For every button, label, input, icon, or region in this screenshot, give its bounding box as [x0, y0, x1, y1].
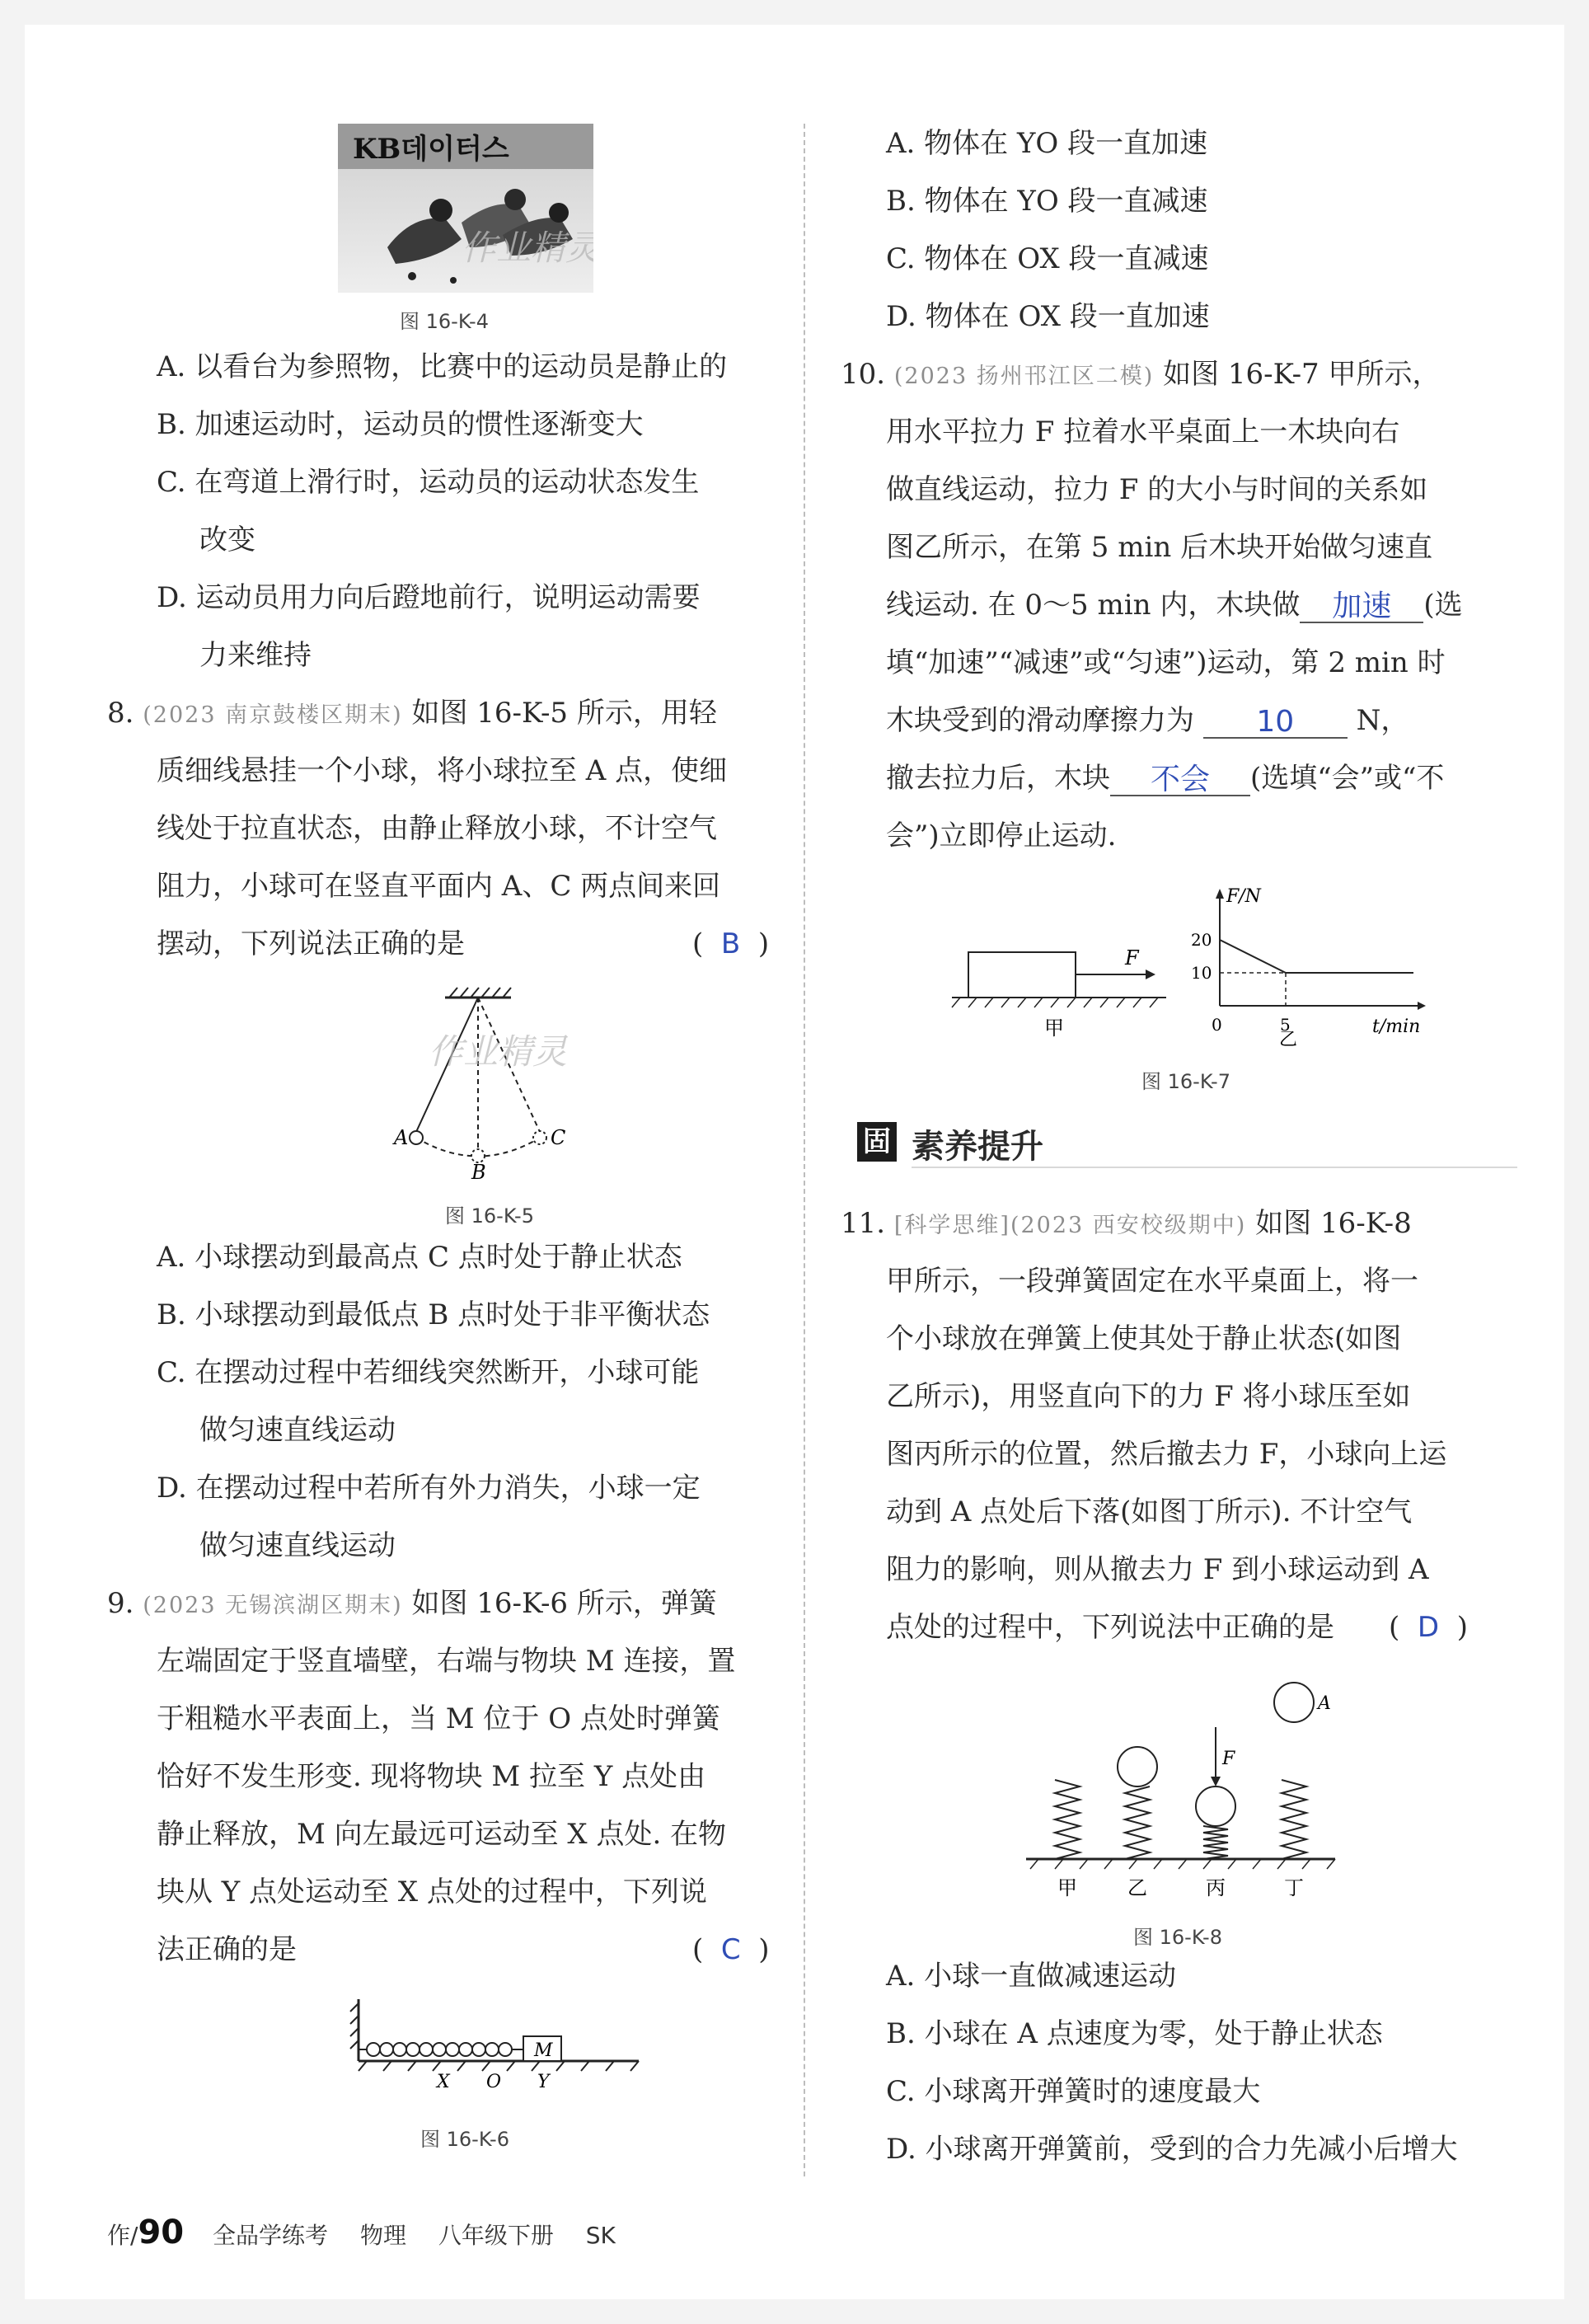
column-divider — [804, 124, 805, 2176]
q11-stem-line4: 乙所示)，用竖直向下的力 F 将小球压至如 — [886, 1380, 1411, 1413]
q9-answer: C — [720, 1933, 741, 1966]
q9-stem-line6: 块从 Y 点处运动至 X 点处的过程中，下列说 — [157, 1876, 707, 1908]
q9-stem-line3: 于粗糙水平表面上，当 M 位于 O 点处时弹簧 — [157, 1702, 720, 1735]
page-number: 90 — [138, 2214, 185, 2251]
q10-blank-1: 加速 — [1300, 589, 1423, 623]
page-footer — [107, 2214, 616, 2251]
q7-option-d: D. 运动员用力向后蹬地前行，说明运动需要 — [157, 581, 701, 614]
figure-16-k-8-caption: 图 16-K-8 — [1133, 1926, 1222, 1949]
q9-number: 9. — [107, 1587, 134, 1620]
figure-16-k-6-caption: 图 16-K-6 — [420, 2128, 509, 2151]
q10-blank-2: 10 — [1203, 704, 1348, 739]
footer-subject: 物理 — [359, 2222, 406, 2249]
section-header — [857, 1119, 1516, 1168]
q9-stem-line4: 恰好不发生形变. 现将物块 M 拉至 Y 点处由 — [157, 1760, 706, 1793]
q9-stem-line7: 法正确的是 — [157, 1933, 297, 1966]
q10-stem-line2: 用水平拉力 F 拉着水平桌面上一木块向右 — [886, 416, 1400, 448]
q8-option-d-cont: 做匀速直线运动 — [199, 1529, 396, 1562]
q11-stem-line3: 个小球放在弹簧上使其处于静止状态(如图 — [886, 1322, 1402, 1355]
figure-16-k-4-caption: 图 16-K-4 — [400, 310, 489, 333]
figure-16-k-8-springs — [1018, 1661, 1339, 1900]
label-o: O — [486, 2072, 502, 2092]
q11-option-d: D. 小球离开弹簧前，受到的合力先减小后增大 — [886, 2133, 1458, 2166]
q10-stem-line7: 木块受到的滑动摩擦力为 10 N， — [886, 704, 1409, 739]
q7-option-c: C. 在弯道上滑行时，运动员的运动状态发生 — [157, 466, 700, 499]
q8-number: 8. — [107, 697, 134, 730]
label-x: X — [437, 2072, 450, 2092]
q11-number: 11. — [841, 1207, 886, 1240]
q11-option-c: C. 小球离开弹簧时的速度最大 — [886, 2075, 1261, 2108]
q9-source: (2023 无锡滨湖区期末) — [143, 1593, 403, 1618]
q10-stem-line3: 做直线运动，拉力 F 的大小与时间的关系如 — [886, 473, 1428, 506]
q9-stem-line1: 9. (2023 无锡滨湖区期末) 如图 16-K-6 所示，弹簧 — [107, 1587, 717, 1620]
q11-option-b: B. 小球在 A 点速度为零，处于静止状态 — [886, 2017, 1383, 2050]
figure-16-k-7-graph — [1179, 882, 1426, 1047]
label-f: F — [1125, 946, 1139, 970]
q11-option-a: A. 小球一直做减速运动 — [886, 1960, 1177, 1993]
sub-label-bing: 丙 — [1206, 1876, 1226, 1899]
x-tick-0: 0 — [1212, 1015, 1222, 1035]
q7-option-a: A. 以看台为参照物，比赛中的运动员是静止的 — [157, 350, 728, 383]
q9-option-b: B. 物体在 YO 段一直减速 — [886, 185, 1208, 218]
q8-stem-line3: 线处于拉直状态，由静止释放小球，不计空气 — [157, 812, 717, 845]
q8-option-d: D. 在摆动过程中若所有外力消失，小球一定 — [157, 1472, 701, 1505]
q8-stem-line2: 质细线悬挂一个小球，将小球拉至 A 点，使细 — [157, 754, 728, 787]
footer-edition: SK — [585, 2222, 616, 2249]
label-f: F — [1222, 1749, 1235, 1769]
q10-stem-line8: 撤去拉力后，木块 不会 (选填“会”或“不 — [886, 762, 1445, 796]
sub-label-ding: 丁 — [1284, 1876, 1304, 1899]
figure-16-k-4-photo — [338, 124, 593, 293]
figure-16-k-5-pendulum — [387, 981, 602, 1179]
sub-label-jia: 甲 — [1044, 1016, 1064, 1039]
sub-label-yi: 乙 — [1127, 1876, 1147, 1899]
q7-option-d-cont: 力来维持 — [199, 639, 312, 672]
footer-zuo: 作/ — [107, 2222, 138, 2249]
footer-grade: 八年级下册 — [438, 2222, 554, 2249]
figure-16-k-7-caption: 图 16-K-7 — [1141, 1070, 1230, 1093]
y-axis-label: F/N — [1226, 886, 1261, 907]
q9-option-d: D. 物体在 OX 段一直加速 — [886, 300, 1210, 333]
q8-answer: B — [720, 927, 741, 960]
q9-option-a: A. 物体在 YO 段一直加速 — [886, 127, 1208, 160]
q8-stem-line4: 阻力，小球可在竖直平面内 A、C 两点间来回 — [157, 870, 721, 903]
q11-answer-bracket: ( D ) — [1389, 1611, 1468, 1644]
q9-stem-line2: 左端固定于竖直墙壁，右端与物块 M 连接，置 — [157, 1645, 736, 1678]
q7-option-b: B. 加速运动时，运动员的惯性逐渐变大 — [157, 408, 644, 441]
q10-stem-line4: 图乙所示，在第 5 min 后木块开始做匀速直 — [886, 531, 1433, 564]
sub-label-yi: 乙 — [1279, 1030, 1298, 1047]
q10-stem-line5: 线运动. 在 0～5 min 内，木块做 加速 (选 — [886, 589, 1463, 623]
section-icon: 固 — [857, 1122, 897, 1162]
q10-blank-3: 不会 — [1110, 762, 1250, 796]
label-y: Y — [537, 2072, 550, 2092]
q11-stem-line1: 11. [科学思维](2023 西安校级期中) 如图 16-K-8 — [841, 1207, 1412, 1240]
figure-16-k-7-block — [948, 923, 1170, 1039]
section-rule — [912, 1167, 1517, 1168]
q9-stem-line5: 静止释放，M 向左最远可运动至 X 点处. 在物 — [157, 1818, 727, 1851]
q10-stem-line6: 填“加速”“减速”或“匀速”)运动，第 2 min 时 — [886, 646, 1446, 679]
label-a: A — [1318, 1693, 1331, 1714]
q8-option-a: A. 小球摆动到最高点 C 点时处于静止状态 — [157, 1241, 682, 1274]
q7-option-c-cont: 改变 — [199, 523, 255, 556]
q11-stem-line6: 动到 A 点处后下落(如图丁所示). 不计空气 — [886, 1495, 1413, 1528]
q9-option-c: C. 物体在 OX 段一直减速 — [886, 242, 1209, 275]
q10-number: 10. — [841, 358, 886, 391]
figure-16-k-6-spring — [334, 1995, 647, 2094]
q10-stem-line1: 10. (2023 扬州邗江区二模) 如图 16-K-7 甲所示， — [841, 358, 1441, 391]
watermark: 作业精灵 — [462, 228, 593, 268]
label-c: C — [551, 1126, 566, 1149]
sub-label-jia: 甲 — [1057, 1876, 1077, 1899]
section-title: 素养提升 — [912, 1128, 1043, 1166]
q11-answer: D — [1417, 1611, 1440, 1644]
q8-stem-line1: 8. (2023 南京鼓楼区期末) 如图 16-K-5 所示，用轻 — [107, 697, 717, 730]
q11-stem-line5: 图丙所示的位置，然后撤去力 F，小球向上运 — [886, 1438, 1447, 1471]
y-tick-20: 20 — [1191, 930, 1212, 950]
q8-answer-bracket: ( B ) — [692, 927, 770, 960]
q11-stem-line7: 阻力的影响，则从撤去力 F 到小球运动到 A — [886, 1553, 1429, 1586]
q8-option-c-cont: 做匀速直线运动 — [199, 1414, 396, 1447]
q8-source: (2023 南京鼓楼区期末) — [143, 702, 403, 728]
x-axis-label: t/min — [1372, 1016, 1421, 1037]
q8-option-b: B. 小球摆动到最低点 B 点时处于非平衡状态 — [157, 1298, 710, 1331]
page — [25, 25, 1564, 2299]
q10-source: (2023 扬州邗江区二模) — [893, 364, 1155, 389]
y-tick-10: 10 — [1191, 963, 1212, 983]
q11-source: [科学思维](2023 西安校级期中) — [893, 1213, 1247, 1238]
label-a: A — [394, 1126, 409, 1149]
watermark: 作业精灵 — [429, 1031, 568, 1072]
q11-stem-line2: 甲所示，一段弹簧固定在水平桌面上，将一 — [886, 1265, 1418, 1298]
label-b: B — [471, 1161, 486, 1179]
q9-answer-bracket: ( C ) — [692, 1933, 770, 1966]
q8-stem-line5: 摆动，下列说法正确的是 — [157, 927, 465, 960]
photo-banner-text: KB데이터스 — [353, 133, 509, 166]
label-m: M — [534, 2040, 553, 2061]
q11-stem-line8: 点处的过程中，下列说法中正确的是 — [886, 1611, 1334, 1644]
q10-stem-line9: 会”)立即停止运动. — [886, 819, 1117, 852]
x-tick-5: 5 — [1280, 1015, 1291, 1035]
figure-16-k-5-caption: 图 16-K-5 — [445, 1204, 534, 1228]
q8-option-c: C. 在摆动过程中若细线突然断开，小球可能 — [157, 1356, 700, 1389]
force-line-decreasing — [1220, 940, 1286, 973]
footer-brand: 全品学练考 — [213, 2222, 329, 2249]
